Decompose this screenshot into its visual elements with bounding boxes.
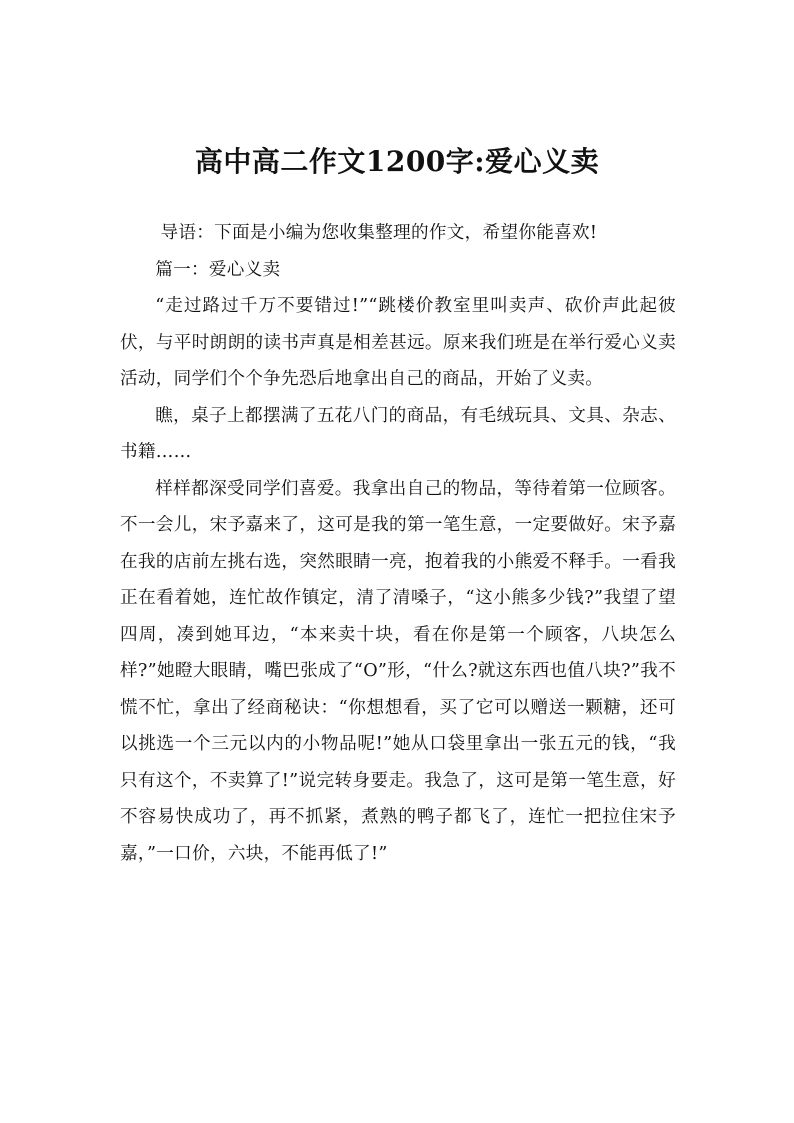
body-paragraph: 瞧，桌子上都摆满了五花八门的商品，有毛绒玩具、文具、杂志、书籍…… [120, 405, 676, 462]
intro-paragraph: 导语：下面是小编为您收集整理的作文，希望你能喜欢! [160, 223, 598, 243]
section-heading: 篇一：爱心义卖 [155, 259, 281, 280]
body-paragraph: 样样都深受同学们喜爱。我拿出自己的物品，等待着第一位顾客。不一会儿，宋予嘉来了，这可是我的第一笔生意，一定要做好。宋予嘉在我的店前左挑右选，突然眼睛一亮，抱着我的小熊爱不释手。一看我正在看着她，连忙故作镇定，清了清嗓子，“这小熊多少钱?”我望了望四周，凑到她耳边，“本来卖十块，看在你是第一个顾客，八块怎么样?”她瞪大眼睛，嘴巴张成了“O”形，“什么?就这东西也值八块?”我不慌不忙，拿出了经商秘诀：“你想想看，买了它可以赠送一颗糖，还可以挑选一个三元以内的小物品呢!”她从口袋里拿出一张五元的钱，“我只有这个，不卖算了!”说完转身要走。我急了，这可是第一笔生意，好不容易快成功了，再不抓紧，煮熟的鸭子都飞了，连忙一把拉住宋予嘉，”一口价，六块，不能再低了!” [120, 478, 676, 864]
page-title: 高中高二作文1200字:爱心义卖 [194, 145, 600, 178]
article-body [120, 215, 676, 872]
body-paragraph: “走过路过千万不要错过!”“跳楼价教室里叫卖声、砍价声此起彼伏，与平时朗朗的读书声真是相差甚远。原来我们班是在举行爱心义卖活动，同学们个个争先恐后地拿出自己的商品，开始了义卖。 [120, 296, 676, 389]
